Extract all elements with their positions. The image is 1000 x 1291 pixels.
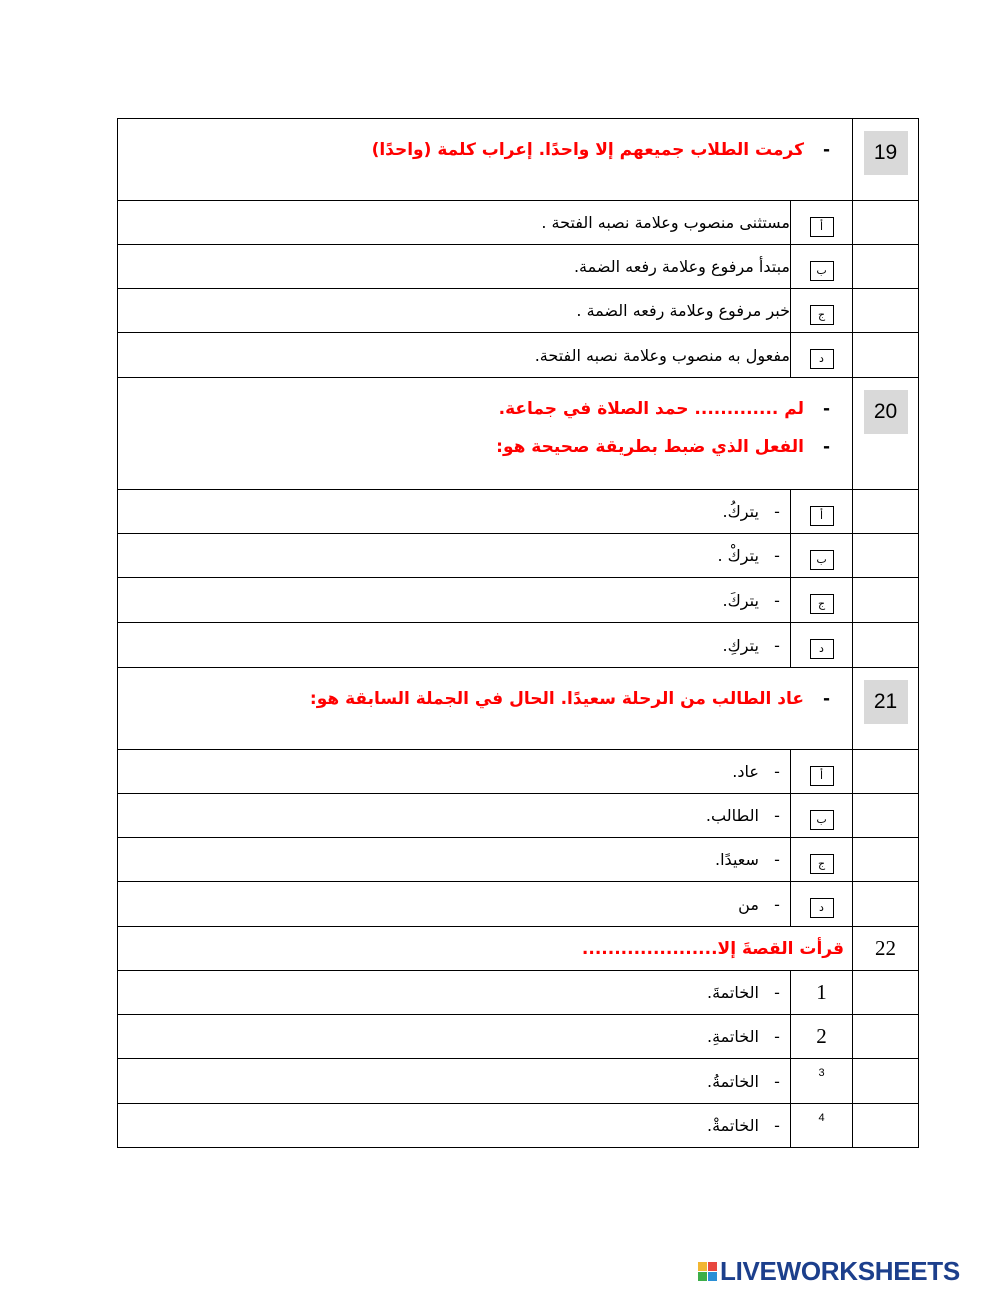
option-mark-cell <box>791 289 853 333</box>
option-text[interactable] <box>118 623 791 668</box>
option-row[interactable] <box>118 1059 919 1104</box>
option-text[interactable] <box>118 794 791 838</box>
option-row[interactable] <box>118 971 919 1015</box>
empty-cell <box>853 794 919 838</box>
empty-cell <box>853 750 919 794</box>
option-row[interactable] <box>118 1104 919 1148</box>
bullet-dash: - <box>822 437 830 457</box>
empty-cell <box>853 882 919 927</box>
question-prompt-text: كرمت الطلاب جميعهم إلا واحدًا. إعراب كلمة (واحدًا) <box>371 140 804 160</box>
option-label: الخاتمةَ. <box>707 983 759 1002</box>
option-letter: د <box>810 639 834 659</box>
option-number: 3 <box>818 1067 825 1079</box>
option-mark-cell <box>791 490 853 534</box>
option-label: من <box>738 894 759 914</box>
option-letter: ج <box>810 305 834 325</box>
option-text[interactable] <box>118 1015 791 1059</box>
option-letter: ب <box>810 550 834 570</box>
question-prompt-text: الفعل الذي ضبط بطريقة صحيحة هو: <box>496 437 804 457</box>
option-text[interactable] <box>118 534 791 578</box>
bullet-dash: - <box>774 894 780 914</box>
option-letter: أ <box>810 506 834 526</box>
logo-square <box>708 1262 717 1271</box>
option-number: 2 <box>816 1024 827 1048</box>
empty-cell <box>853 623 919 668</box>
option-mark-cell <box>791 1015 853 1059</box>
logo-square <box>698 1272 707 1281</box>
option-number: 1 <box>816 980 827 1004</box>
option-number: 4 <box>818 1112 825 1124</box>
option-text[interactable] <box>118 750 791 794</box>
option-letter: أ <box>810 217 834 237</box>
empty-cell <box>853 245 919 289</box>
question-row-22 <box>118 927 919 971</box>
option-letter: ب <box>810 810 834 830</box>
bullet-dash: - <box>774 1027 780 1046</box>
question-number-cell <box>853 119 919 201</box>
option-text[interactable] <box>118 1104 791 1148</box>
option-mark-cell <box>791 882 853 927</box>
empty-cell <box>853 838 919 882</box>
question-number-cell <box>853 668 919 750</box>
bullet-dash: - <box>774 635 780 655</box>
question-prompt-cell <box>118 927 853 971</box>
question-prompt <box>118 680 852 718</box>
option-row[interactable] <box>118 333 919 378</box>
option-text[interactable] <box>118 882 791 927</box>
option-letter: د <box>810 898 834 918</box>
option-mark-cell <box>791 971 853 1015</box>
option-label: عاد. <box>732 762 759 781</box>
question-number: 21 <box>864 680 908 724</box>
question-number: 19 <box>864 131 908 175</box>
option-row[interactable] <box>118 289 919 333</box>
question-prompt-cell <box>118 668 853 750</box>
option-text[interactable] <box>118 578 791 623</box>
option-text[interactable] <box>118 971 791 1015</box>
option-text[interactable] <box>118 1059 791 1104</box>
question-row-21 <box>118 668 919 750</box>
question-row-20 <box>118 378 919 490</box>
option-letter: د <box>810 349 834 369</box>
question-number: 20 <box>864 390 908 434</box>
option-row[interactable] <box>118 534 919 578</box>
option-text[interactable] <box>118 490 791 534</box>
option-row[interactable] <box>118 838 919 882</box>
empty-cell <box>853 578 919 623</box>
option-mark-cell <box>791 201 853 245</box>
option-text[interactable]: مبتدأ مرفوع وعلامة رفعه الضمة. <box>118 245 791 289</box>
option-text[interactable]: مستثنى منصوب وعلامة نصبه الفتحة . <box>118 201 791 245</box>
empty-cell <box>853 289 919 333</box>
empty-cell <box>853 1059 919 1104</box>
empty-cell <box>853 1015 919 1059</box>
empty-cell <box>853 201 919 245</box>
option-mark-cell <box>791 534 853 578</box>
liveworksheets-logo <box>698 1257 960 1285</box>
question-prompt-line2 <box>118 428 852 466</box>
empty-cell <box>853 1104 919 1148</box>
option-row[interactable] <box>118 882 919 927</box>
question-prompt-text: لم ............. حمد الصلاة في جماعة. <box>498 399 804 419</box>
bullet-dash: - <box>774 762 780 781</box>
option-mark-cell <box>791 623 853 668</box>
question-prompt-cell <box>118 378 853 490</box>
option-label: يتركْ . <box>717 546 759 565</box>
option-label: يتركِ. <box>722 635 759 655</box>
option-mark-cell <box>791 1059 853 1104</box>
option-mark-cell <box>791 333 853 378</box>
question-prompt-line1 <box>118 390 852 428</box>
empty-cell <box>853 534 919 578</box>
option-letter: ج <box>810 594 834 614</box>
option-row[interactable] <box>118 1015 919 1059</box>
option-row[interactable] <box>118 578 919 623</box>
logo-square <box>708 1272 717 1281</box>
bullet-dash: - <box>774 850 780 869</box>
option-row[interactable] <box>118 245 919 289</box>
question-row-19 <box>118 119 919 201</box>
empty-cell <box>853 333 919 378</box>
bullet-dash: - <box>774 983 780 1002</box>
bullet-dash: - <box>822 140 830 160</box>
option-row[interactable] <box>118 201 919 245</box>
option-row[interactable] <box>118 623 919 668</box>
logo-text: LIVEWORKSHEETS <box>720 1255 960 1286</box>
bullet-dash: - <box>774 502 780 521</box>
option-mark-cell <box>791 1104 853 1148</box>
option-label: الخاتمةِ. <box>707 1027 759 1046</box>
bullet-dash: - <box>774 546 780 565</box>
option-letter: ب <box>810 261 834 281</box>
option-label: يتركُ. <box>722 502 759 521</box>
logo-icon <box>698 1262 717 1281</box>
question-prompt <box>118 131 852 169</box>
question-number: 22 <box>853 927 919 971</box>
question-number-cell <box>853 378 919 490</box>
logo-square <box>698 1262 707 1271</box>
option-row[interactable] <box>118 794 919 838</box>
question-prompt-text: عاد الطالب من الرحلة سعيدًا. الحال في الجملة السابقة هو: <box>309 689 804 709</box>
bullet-dash: - <box>774 1116 780 1135</box>
question-prompt: قرأت القصةَ إلا..................... <box>581 938 844 959</box>
question-prompt-cell <box>118 119 853 201</box>
option-mark-cell <box>791 838 853 882</box>
option-text[interactable]: خبر مرفوع وعلامة رفعه الضمة . <box>118 289 791 333</box>
quiz-table <box>117 118 919 1148</box>
bullet-dash: - <box>774 590 780 610</box>
bullet-dash: - <box>822 399 830 419</box>
option-letter: أ <box>810 766 834 786</box>
option-mark-cell <box>791 578 853 623</box>
option-label: سعيدًا. <box>715 850 759 869</box>
option-label: الخاتمةْ. <box>707 1116 759 1135</box>
option-letter: ج <box>810 854 834 874</box>
option-row[interactable] <box>118 490 919 534</box>
empty-cell <box>853 490 919 534</box>
option-mark-cell <box>791 750 853 794</box>
option-label: الخاتمةُ. <box>707 1071 759 1091</box>
option-mark-cell <box>791 245 853 289</box>
option-row[interactable] <box>118 750 919 794</box>
bullet-dash: - <box>774 806 780 825</box>
option-label: يتركَ. <box>722 590 759 610</box>
option-label: الطالب. <box>705 806 759 825</box>
bullet-dash: - <box>774 1071 780 1091</box>
bullet-dash: - <box>822 689 830 709</box>
option-mark-cell <box>791 794 853 838</box>
empty-cell <box>853 971 919 1015</box>
option-text[interactable] <box>118 838 791 882</box>
option-text[interactable]: مفعول به منصوب وعلامة نصبه الفتحة. <box>118 333 791 378</box>
